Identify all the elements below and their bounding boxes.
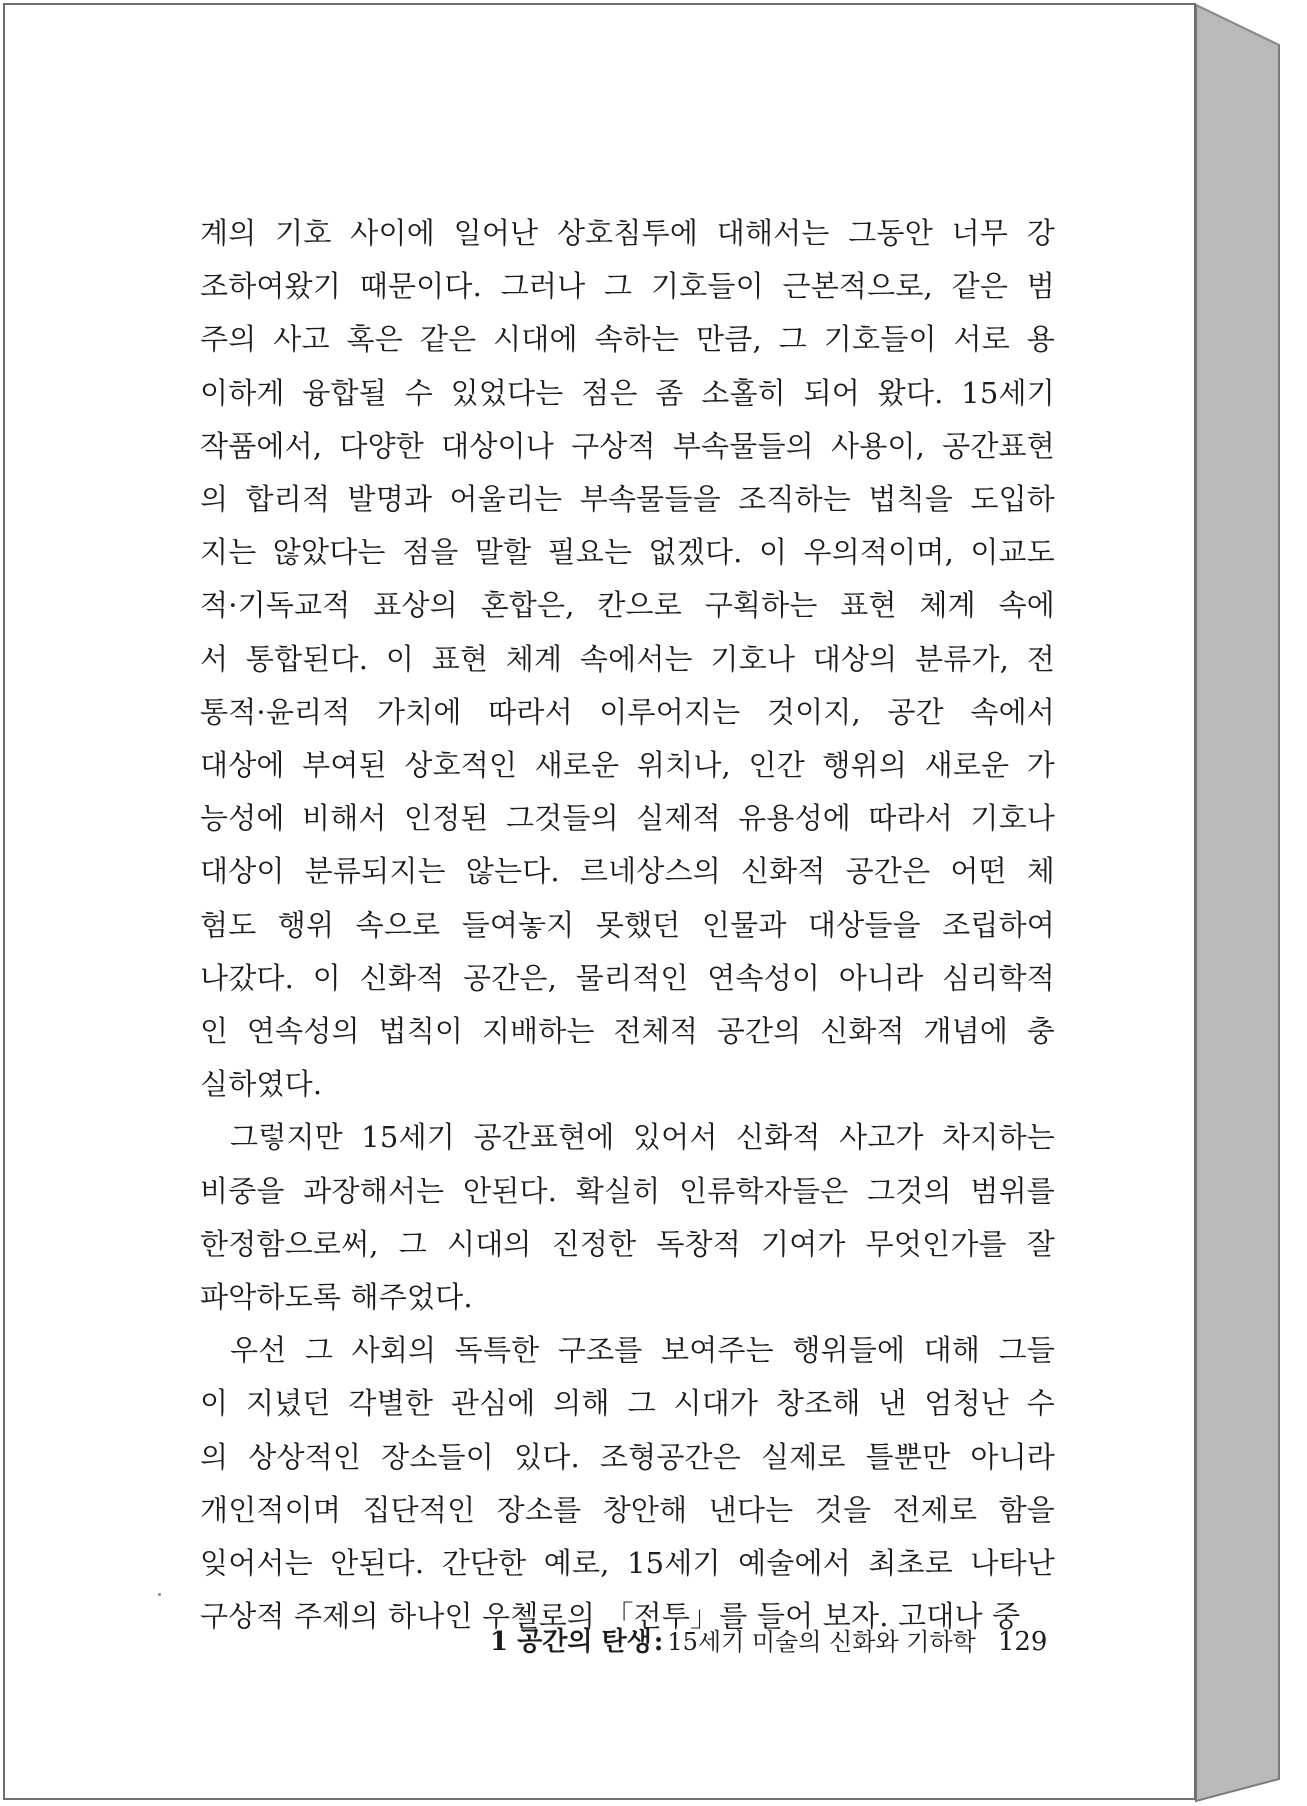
scan-speck <box>158 1593 161 1596</box>
running-footer <box>490 1621 1048 1658</box>
page-body-text <box>200 207 1055 1643</box>
text-line: 의 합리적 발명과 어울리는 부속물들을 조직하는 법칙을 도입하 <box>200 482 1055 517</box>
text-line: 적·기독교적 표상의 혼합은, 칸으로 구획하는 표현 체계 속에 <box>200 588 1055 623</box>
footer-separator: : <box>653 1627 664 1657</box>
chapter-label: 1 공간의 탄생 <box>490 1627 652 1657</box>
text-line: 파악하도록 해주었다. <box>200 1280 473 1315</box>
text-line: 비중을 과장해서는 안된다. 확실히 인류학자들은 그것의 범위를 <box>200 1173 1055 1208</box>
text-line: 주의 사고 혹은 같은 시대에 속하는 만큼, 그 기호들이 서로 용 <box>200 322 1055 357</box>
text-line: 대상에 부여된 상호적인 새로운 위치나, 인간 행위의 새로운 가 <box>200 748 1055 783</box>
text-line: 우선 그 사회의 독특한 구조를 보여주는 행위들에 대해 그들 <box>230 1333 1055 1368</box>
text-line: 능성에 비해서 인정된 그것들의 실제적 유용성에 따라서 기호나 <box>200 801 1055 836</box>
text-line: 구상적 주제의 하나인 우첼로의 「전투」를 들어 보자. 고대나 중 <box>200 1599 1021 1634</box>
text-line: 조하여왔기 때문이다. 그러나 그 기호들이 근본적으로, 같은 범 <box>200 269 1055 304</box>
text-line: 인 연속성의 법칙이 지배하는 전체적 공간의 신화적 개념에 충 <box>200 1014 1055 1049</box>
text-line: 나갔다. 이 신화적 공간은, 물리적인 연속성이 아니라 심리학적 <box>200 960 1055 995</box>
text-line: 대상이 분류되지는 않는다. 르네상스의 신화적 공간은 어떤 체 <box>200 854 1055 889</box>
text-line: 지는 않았다는 점을 말할 필요는 없겠다. 이 우의적이며, 이교도 <box>200 535 1055 570</box>
text-line: 작품에서, 다양한 대상이나 구상적 부속물들의 사용이, 공간표현 <box>200 428 1055 463</box>
text-line: 계의 기호 사이에 일어난 상호침투에 대해서는 그동안 너무 강 <box>200 216 1055 250</box>
text-line: 개인적이며 집단적인 장소를 창안해 낸다는 것을 전제로 함을 <box>200 1492 1055 1527</box>
text-line: 한정함으로써, 그 시대의 진정한 독창적 기여가 무엇인가를 잘 <box>200 1226 1055 1261</box>
text-line: 험도 행위 속으로 들여놓지 못했던 인물과 대상들을 조립하여 <box>200 907 1055 942</box>
text-line: 의 상상적인 장소들이 있다. 조형공간은 실제로 틀뿐만 아니라 <box>200 1439 1055 1474</box>
text-line: 서 통합된다. 이 표현 체계 속에서는 기호나 대상의 분류가, 전 <box>200 641 1055 676</box>
text-line: 그렇지만 15세기 공간표현에 있어서 신화적 사고가 차지하는 <box>230 1120 1055 1155</box>
text-line: 실하였다. <box>200 1067 323 1102</box>
text-line: 잊어서는 안된다. 간단한 예로, 15세기 예술에서 최초로 나타난 <box>200 1546 1055 1581</box>
book-page <box>3 3 1196 1800</box>
page-number: 129 <box>997 1627 1048 1657</box>
text-line: 이 지녔던 각별한 관심에 의해 그 시대가 창조해 낸 엄청난 수 <box>200 1386 1055 1421</box>
text-line: 통적·윤리적 가치에 따라서 이루어지는 것이지, 공간 속에서 <box>200 694 1055 729</box>
text-line: 이하게 융합될 수 있었다는 점은 좀 소홀히 되어 왔다. 15세기 <box>200 375 1055 410</box>
chapter-subtitle: 15세기 미술의 신화와 기하학 <box>667 1628 976 1656</box>
